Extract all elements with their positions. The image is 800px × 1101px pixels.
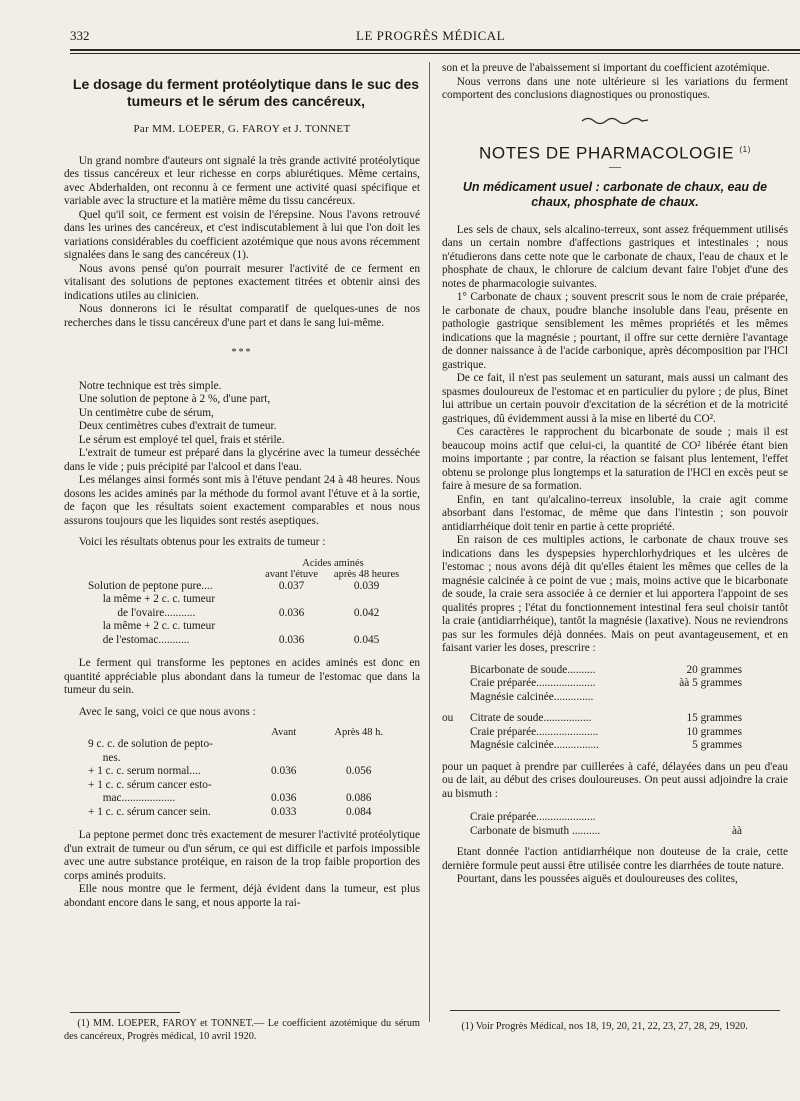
table-row (88, 765, 408, 779)
cell-value: 0.045 (353, 633, 380, 646)
paragraph: Les mélanges ainsi formés sont mis à l'étuve pendant 24 à 48 heures. Nous dosons les acides aminés par la méthode du formol avant l'étuve et à la sortie, de façon que les résultats soient exactement comparables et nous nous assurons toujours que les liquides sont restés aseptiques. (64, 474, 420, 527)
paragraph: Un grand nombre d'auteurs ont signalé la très grande activité protéolytique des tissus cancéreux et leur richesse en corps abiurétiques. Même certains, avec Abderhalden, ont reconnu à ce ferment une activité quasi spécifique et variable avec la structure et la matière même du tissu cancéreux. (64, 154, 420, 207)
prescription-line (442, 677, 772, 691)
ingredient: Craie préparée..................... (470, 811, 596, 824)
table-column-header: avant l'étuve (265, 568, 319, 580)
paragraph: Notre technique est très simple. (78, 379, 222, 392)
prescription-1 (442, 664, 772, 753)
row-label: + 1 c. c. serum normal.... (88, 765, 201, 777)
cell-value: 0.036 (278, 633, 305, 646)
quantity: 10 grammes (686, 725, 742, 738)
paragraph: 1° Carbonate de chaux ; souvent prescrit sous le nom de craie préparée, le carbonate de chaux, poudre blanche insoluble dans l'eau, présente en pathologie gastrique sensiblement les mêmes propriétés et les mêmes indications que la magnésie ; pourtant, il offre sur cette dernière l'avantage de donner naissance à de l'acide carbonique, après décomposition par l'HCl gastrique. (442, 291, 788, 371)
prescription-line (442, 739, 772, 753)
right-column (442, 62, 788, 887)
quantity (646, 691, 772, 705)
prescription-2 (442, 811, 772, 838)
article-byline: Par MM. LOEPER, G. FAROY et J. TONNET (133, 123, 351, 135)
technique-line: Un centimètre cube de sérum, (78, 406, 214, 419)
cell-value: 0.033 (271, 805, 297, 818)
table-row (88, 752, 408, 766)
table-row (88, 634, 408, 648)
cell-value: 0.036 (278, 606, 305, 619)
ingredient: Citrate de soude................. (470, 712, 592, 725)
table-row (88, 792, 408, 806)
title-dash: — (609, 159, 621, 174)
prescription-line (442, 825, 772, 839)
cell-value: 0.039 (353, 579, 380, 592)
paragraph: Quel qu'il soit, ce ferment est voisin de l'érepsine. Nous l'avons retrouvé dans les urines des cancéreux, et c'est indiscutablement à lui que l'on doit les variations considérables du coefficient azotémique que nous avons récemment signalées dans le sang des cancéreux (1). (64, 208, 420, 261)
footnote-right: (1) Voir Progrès Médical, nos 18, 19, 20, 21, 22, 23, 27, 28, 29, 1920. (461, 1021, 748, 1032)
quantity: 20 grammes (686, 663, 742, 676)
footnote-left: (1) MM. LOEPER, FAROY et TONNET.— Le coefficient azotémique du sérum des cancéreux, Progrès médical, 10 avril 1920. (64, 1018, 420, 1042)
table-group-header: Acides aminés (302, 557, 364, 569)
row-label: de l'ovaire........... (117, 606, 196, 619)
cell-value: 0.084 (346, 805, 372, 818)
paragraph: Etant donnée l'action antidiarrhéique non douteuse de la craie, cette dernière formule peut aussi être utilisée contre les diarrhées de toute nature. (442, 846, 788, 872)
ingredient: Magnésie calcinée.............. (470, 690, 594, 703)
table-row (88, 620, 408, 634)
section-note: (1) (739, 145, 751, 154)
table-row (88, 607, 408, 621)
section-title: NOTES DE PHARMACOLOGIE $^{(1)}$ (479, 143, 751, 163)
cell-value: 0.036 (271, 765, 297, 777)
paragraph: L'extrait de tumeur est préparé dans la glycérine avec la tumeur desséchée dans le vide ; puis précipité par l'alcool et dans l'eau. (64, 447, 420, 473)
row-label: la même + 2 c. c. tumeur (102, 620, 216, 632)
column-divider (429, 62, 430, 1022)
paragraph: Pourtant, dans les poussées aiguës et douloureuses des colites, (456, 873, 738, 886)
paragraph: De ce fait, il n'est pas seulement un saturant, mais aussi un calmant des spasmes douloureux de l'estomac et en particulier du pylore ; de plus, Binet lui attribue un certain pouvoir d'excitation de la sécrétion et de la motricité gastriques, dû évidemment aussi à la mise en liberté du CO². (442, 372, 788, 425)
footnote-rule (450, 1010, 780, 1011)
paragraph: Voici les résultats obtenus pour les extraits de tumeur : (78, 536, 326, 548)
section-separator: *** (231, 347, 253, 358)
row-label: nes. (102, 751, 121, 764)
left-column (64, 62, 420, 910)
row-label: mac................... (102, 792, 176, 804)
cell-value: 0.036 (271, 792, 297, 804)
prescription-line (442, 811, 772, 825)
table-row (88, 806, 408, 820)
paragraph: Enfin, en tant qu'alcalino-terreux insoluble, la craie agit comme absorbant dans l'estomac, de même que dans l'intestin ; son pouvoir antidiarrhéique doit tenir en partie à cette propriété. (442, 493, 788, 533)
flourish-icon (580, 115, 650, 125)
footnote-rule (70, 1012, 180, 1013)
technique-line: Une solution de peptone à 2 %, d'une part, (78, 393, 271, 405)
row-label: Solution de peptone pure.... (88, 579, 213, 592)
row-label: de l'estomac........... (102, 633, 190, 646)
prescription-line (442, 712, 772, 726)
table-row (88, 593, 408, 607)
quantity: àà 5 grammes (679, 677, 742, 690)
paragraph: Elle nous montre que le ferment, déjà évident dans la tumeur, est plus abondant encore dans le sang, et nous apporte la rai- (64, 883, 420, 909)
paragraph: Nous donnerons ici le résultat comparatif de quelques-unes de nos recherches dans le tissu cancéreux d'une part et dans le sang lui-même. (64, 303, 420, 329)
cell-value: 0.086 (346, 792, 372, 804)
table-column-header: Après 48 h. (334, 727, 384, 738)
results-table-tumor (88, 558, 408, 648)
technique-line: Le sérum est employé tel quel, frais et stérile. (78, 433, 285, 446)
article-title: Le dosage du ferment protéolytique dans le suc des tumeurs et le sérum des cancéreux, (72, 76, 420, 109)
paragraph: En raison de ces multiples actions, le carbonate de chaux trouve ses indications dans les dyspepsies hyperchlorhydriques et les ulcères de l'estomac ; nous avons déjà dit qu'elles étaient les mêmes que celles de la magnésie calcinée à ce point de vue ; mais, moins active que le bicarbonate de soude, la craie sera associée à ce dernier et lui apportera l'appoint de ses qualités propres ; l'état du fonctionnement intestinal fera seul choisir tantôt la craie (antidiarrhéique), tantôt la magnésie (laxative). Nous ne reviendrons pas sur les formules déjà données. Mais on peut avantageusement, et en faisant varier les doses, prescrire : (442, 534, 788, 655)
table-row (88, 580, 408, 594)
row-label: + 1 c. c. sérum cancer sein. (88, 805, 211, 818)
table-row (88, 779, 408, 793)
ingredient: Bicarbonate de soude.......... (470, 663, 596, 676)
ingredient: Carbonate de bismuth .......... (470, 824, 601, 837)
prescription-line (442, 664, 772, 678)
row-label: 9 c. c. de solution de pepto- (88, 738, 213, 750)
cell-value: 0.056 (346, 765, 372, 777)
quantity: 15 grammes (686, 712, 742, 725)
paragraph: La peptone permet donc très exactement de mesurer l'activité protéolytique d'un extrait de tumeur ou d'un sérum, ce qui est difficile et parfois impossible avec une autre substance protéique, en raison de la trop faible proportion des corps aminés produits. (64, 829, 420, 882)
paragraph: pour un paquet à prendre par cuillerées à café, délayées dans un peu d'eau ou de lait, au début des crises douloureuses. On peut aussi adjoindre la craie au bismuth : (442, 760, 788, 800)
paragraph: Ces caractères le rapprochent du bicarbonate de soude ; mais il est beaucoup moins actif que celui-ci, la quantité de CO² libérée étant bien moins importante ; par contre, la réaction se faisant plus lentement, l'effet obtenu se prolonge plus longtemps et la saturation de l'HCl en excès peut se faire à mesure de sa formation. (442, 426, 788, 493)
paragraph: Les sels de chaux, sels alcalino-terreux, sont assez fréquemment utilisés dans un certain nombre d'affections gastriques et intestinales ; nous n'étudierons dans cette note que le carbonate de chaux, l'eau de chaux et le phosphate de chaux, le chlorure de calcium devant faire l'objet d'une des notes de pharmacologie suivantes. (442, 223, 788, 290)
ingredient: Craie préparée...................... (470, 725, 599, 738)
paragraph: Le ferment qui transforme les peptones en acides aminés est donc en quantité appréciable plus abondant dans la tumeur de l'estomac que dans la tumeur du sein. (64, 657, 420, 696)
prescription-line (442, 726, 772, 740)
table-row (88, 738, 408, 752)
paragraph-continued: son et la preuve de l'abaissement si important du coefficient azotémique. (442, 62, 770, 74)
results-table-serum (88, 727, 408, 819)
row-label: la même + 2 c. c. tumeur (102, 593, 216, 605)
paragraph: Avec le sang, voici ce que nous avons : (78, 705, 256, 718)
ingredient: Magnésie calcinée................ (470, 739, 599, 752)
paragraph: Nous verrons dans une note ultérieure si les variations du ferment comportent des conclusions diagnostiques ou pronostiques. (442, 75, 788, 101)
page-number: 332 (70, 28, 90, 43)
journal-title: LE PROGRÈS MÉDICAL (356, 28, 506, 43)
ornament-divider (442, 115, 788, 130)
table-column-header: Avant (271, 727, 297, 738)
table-column-header: après 48 heures (333, 568, 400, 580)
quantity: àà (731, 824, 742, 837)
row-label: + 1 c. c. sérum cancer esto- (88, 778, 212, 791)
alternative-label: ou (442, 712, 454, 725)
technique-line: Deux centimètres cubes d'extrait de tumeur. (78, 420, 277, 432)
cell-value: 0.037 (278, 579, 305, 592)
section-subtitle: Un médicament usuel : carbonate de chaux, eau de chaux, phosphate de chaux. (462, 179, 768, 209)
ingredient: Craie préparée..................... (470, 677, 596, 690)
prescription-line (442, 691, 772, 705)
running-header (70, 28, 786, 48)
cell-value: 0.042 (353, 606, 380, 619)
paragraph: Nous avons pensé qu'on pourrait mesurer l'activité de ce ferment en vitalisant des solutions de peptones exactement titrées et obtenir ainsi des indications utiles au clinicien. (64, 262, 420, 302)
header-rule (70, 49, 800, 51)
quantity (701, 811, 772, 825)
header-rule-thin (70, 53, 800, 54)
quantity: 5 grammes (692, 739, 742, 752)
